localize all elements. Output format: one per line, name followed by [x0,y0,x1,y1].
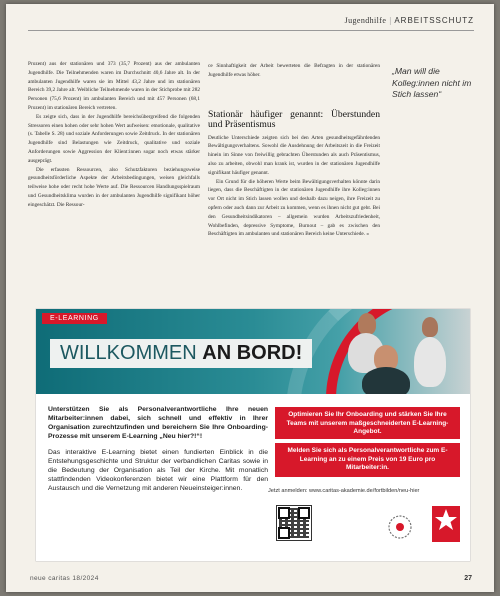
qr-corner [278,527,290,539]
ad-title-part2: AN BORD! [202,342,303,364]
paragraph: Prozent) aus der stationären und 373 (35,7 Prozent) aus der ambulanten Jugendhilfe. Die Teilnehmenden waren im Durchschnitt 40,6 Jahre alt. In der ambulanten Jugendhilfe waren sie im Mittel 43,2 Jahre und im stationären Bereich 39,2 Jahre alt. Weibliche Teilnehmende waren in der Stichprobe mit 282 Personen (75,6 Prozent) im ambulanten Bereich und mit 457 Personen (68,1 Prozent) im stationären Bereich vertreten. [28,61,200,111]
magazine-page [6,4,494,592]
elearning-ad[interactable] [36,309,470,561]
person-head [422,317,438,337]
ad-hero [36,309,470,394]
text-column-2 [208,62,380,239]
footer-publication: neue caritas 18/2024 [30,575,99,582]
section-heading: Stationär häufiger genannt: Überstunden und Präsentismus [208,108,380,131]
paragraph: Deutliche Unterschiede zeigten sich bei den Arten gesundheitsgefährdenden Bewältigungsverhaltens. Sowohl die Ausdehnung der Arbeitszeit in die Freizeit hinein im Sinne von freiwillig gebrachten Überstunden als auch Präsentismus, also zu arbeiten, obwohl man krank ist, wurden in der stationären Jugendhilfe signifikant häufiger genannt. [208,134,380,176]
qr-corner [298,507,310,519]
team-photo [330,309,460,394]
person-body [362,367,410,394]
elearning-tag: E-LEARNING [42,313,107,324]
header-rule [28,30,474,31]
paragraph: Ein Grund für die höheren Werte beim Bewältigungsverhalten könnte darin liegen, dass die Beschäftigten in der stationären Jugendhilfe ihre Kolleg:innen vor Ort nicht im Stich lassen wollen und deshalb dazu neigen, ihre Freizeit zu opfern oder auch dann zur Arbeit zu kommen, wenn es ihnen nicht gut geht. Bei den Gesundheitsindikatoren – allgemein wurden Arbeitszufriedenheit, Wohlbefinden, depressive Symptome, Burnout – gab es zwischen den Beschäftigten im ambulanten und stationären Bereich keine Unterschiede. » [208,178,380,238]
ad-title-part1: WILLKOMMEN [60,342,197,364]
fortbildungs-akademie-logo [386,509,426,545]
header-section: Jugendhilfe [344,16,387,25]
page-number: 27 [464,575,472,582]
page-header: Jugendhilfe | ARBEITSSCHUTZ [344,16,474,25]
text-column-1 [28,60,200,210]
qr-corner [278,507,290,519]
paragraph: Die erfassten Ressourcen, also Schutzfaktoren beziehungsweise gesundheitsförderliche Aspekte der Arbeitsbedingungen, weisen gleichfalls teilweise hohe oder recht hohe Werte auf. Die Ressourcen Handlungsspielraum und Gesundheitsklima wurden in der ambulanten Jugendhilfe signifikant höher eingeschätzt. Die Ressour- [28,166,200,208]
ad-callout-box: Melden Sie sich als Personalverantwortliche zum E-Learning an zu einem Preis von 19 Euro pro Mitarbeiter:in. [275,443,460,477]
signup-link[interactable]: Jetzt anmelden: www.caritas-akademie.de/fortbilden/neu-hier [268,488,420,494]
person-body [414,337,446,387]
ad-body [48,405,268,493]
ad-description: Das interaktive E-Learning bietet einen fundierten Einblick in die Entstehungsgeschichte und Struktur der verbandlichen Caritas sowie in die Bedeutung der Organisation als Teil der Kirche. Mit monatlich stattfindenden Videokonferenzen bietet wir eine Plattform für den Austausch und die Vernetzung mit anderen Neueinsteiger:innen. [48,449,268,492]
ad-callout-box: Optimieren Sie Ihr Onboarding und stärken Sie Ihre Teams mit unserem maßgeschneiderten E-Learning-Angebot. [275,407,460,439]
pull-quote: „Man will die Kolleg:innen nicht im Stich lassen“ [392,66,472,99]
paragraph: Es zeigte sich, dass in der Jugendhilfe bereichsübergreifend die folgenden Stressoren einen hohen oder sehr hohen Wert aufweisen: emotionale, qualitative (s. Tabelle S. 28) und soziale Anforderungen sowie Zeitdruck. In der stationären Jugendhilfe sind Belastungen wie Zeitdruck, qualitative und soziale Anforderungen sowie Aggression der Klient:innen sogar noch etwas stärker ausgeprägt. [28,113,200,164]
caritas-logo [431,505,461,543]
ad-title [50,339,312,368]
paragraph: ce Sinnhaftigkeit der Arbeit bewerteten die Befragten in der stationären Jugendhilfe etwas höher. [208,63,380,78]
person-head [358,313,376,335]
qr-code[interactable] [276,505,312,541]
ad-lead: Unterstützen Sie als Personalverantwortliche Ihre neuen Mitarbeiter:innen dabei, sich schnell und effektiv in Ihrer Organisation zurechtzufinden und bereichern Sie Ihre Onboarding-Prozesse mit unserem E-Learning „Neu hier?!“! [48,406,268,440]
header-category: ARBEITSSCHUTZ [394,16,474,25]
